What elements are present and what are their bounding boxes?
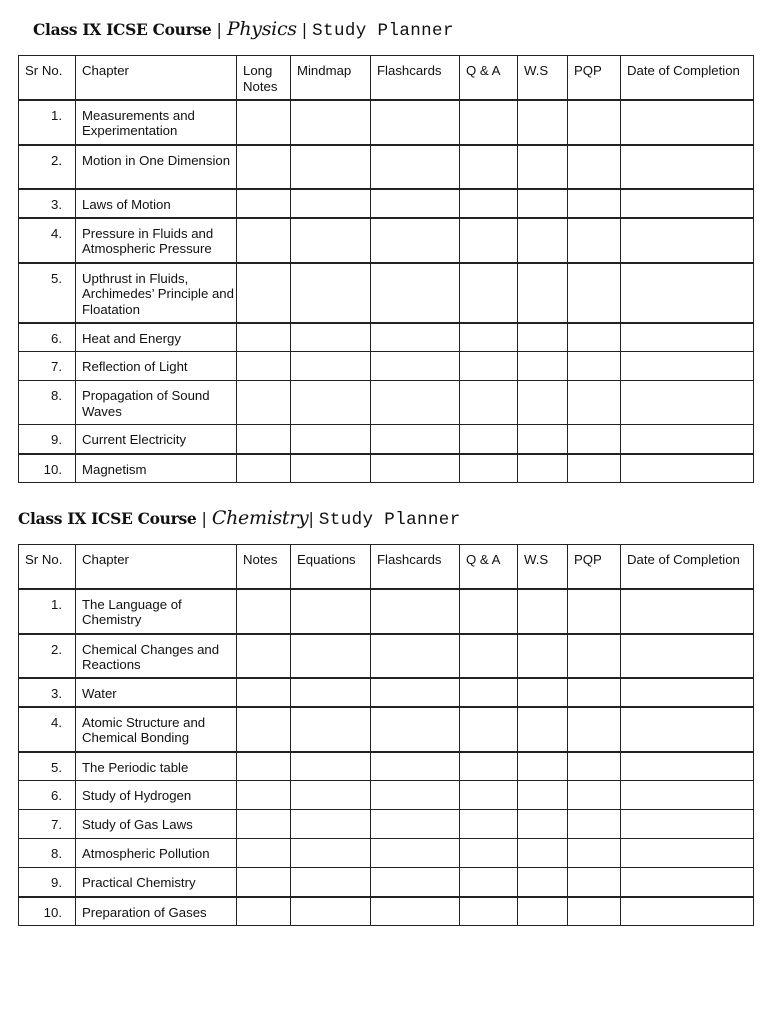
checkbox-cell [518,218,568,263]
serial-number-cell: 4. [19,218,76,263]
subject-title: Physics [226,18,297,40]
checkbox-cell [237,634,291,678]
checkbox-cell [291,263,371,323]
checkbox-cell [621,752,754,781]
checkbox-cell [371,839,460,868]
table-header-row [19,545,754,589]
checkbox-cell [460,323,518,352]
checkbox-cell [621,868,754,897]
column-header: Notes [237,545,291,589]
checkbox-cell [291,897,371,926]
checkbox-cell [518,707,568,752]
checkbox-cell [371,263,460,323]
serial-number-cell: 5. [19,752,76,781]
checkbox-cell [518,425,568,454]
checkbox-cell [568,381,621,425]
checkbox-cell [237,707,291,752]
chapter-cell: The Language of Chemistry [76,589,237,634]
checkbox-cell [568,707,621,752]
checkbox-cell [568,868,621,897]
checkbox-cell [518,352,568,381]
checkbox-cell [371,589,460,634]
checkbox-cell [371,352,460,381]
checkbox-cell [371,707,460,752]
checkbox-cell [237,454,291,483]
serial-number-cell: 9. [19,425,76,454]
checkbox-cell [518,454,568,483]
checkbox-cell [518,323,568,352]
checkbox-cell [237,897,291,926]
checkbox-cell [621,678,754,707]
table-row [19,897,754,926]
checkbox-cell [460,868,518,897]
checkbox-cell [518,634,568,678]
checkbox-cell [460,189,518,218]
checkbox-cell [460,589,518,634]
heading-separator: | [216,20,222,39]
checkbox-cell [621,381,754,425]
column-header: Q & A [460,56,518,100]
checkbox-cell [568,810,621,839]
checkbox-cell [518,145,568,189]
chapter-cell: The Periodic table [76,752,237,781]
checkbox-cell [621,707,754,752]
checkbox-cell [291,100,371,145]
checkbox-cell [460,897,518,926]
checkbox-cell [237,145,291,189]
checkbox-cell [568,454,621,483]
serial-number-cell: 10. [19,897,76,926]
table-row [19,868,754,897]
checkbox-cell [568,839,621,868]
checkbox-cell [291,752,371,781]
serial-number-cell: 6. [19,323,76,352]
serial-number-cell: 2. [19,634,76,678]
planner-title: Study Planner [318,510,461,530]
checkbox-cell [291,218,371,263]
checkbox-cell [621,897,754,926]
checkbox-cell [568,189,621,218]
checkbox-cell [291,707,371,752]
checkbox-cell [621,100,754,145]
checkbox-cell [518,589,568,634]
column-header: W.S [518,545,568,589]
checkbox-cell [460,634,518,678]
checkbox-cell [291,839,371,868]
serial-number-cell: 8. [19,381,76,425]
chapter-cell: Propagation of Sound Waves [76,381,237,425]
chapter-cell: Study of Hydrogen [76,781,237,810]
serial-number-cell: 4. [19,707,76,752]
chapter-cell: Magnetism [76,454,237,483]
chapter-cell: Atomic Structure and Chemical Bonding [76,707,237,752]
checkbox-cell [621,218,754,263]
table-row [19,189,754,218]
checkbox-cell [237,868,291,897]
checkbox-cell [237,218,291,263]
checkbox-cell [568,145,621,189]
checkbox-cell [371,868,460,897]
checkbox-cell [291,145,371,189]
checkbox-cell [568,634,621,678]
checkbox-cell [371,897,460,926]
column-header: Chapter [76,56,237,100]
checkbox-cell [568,218,621,263]
checkbox-cell [568,781,621,810]
checkbox-cell [371,781,460,810]
checkbox-cell [460,781,518,810]
checkbox-cell [621,145,754,189]
checkbox-cell [371,323,460,352]
checkbox-cell [460,218,518,263]
checkbox-cell [460,707,518,752]
chapter-cell: Chemical Changes and Reactions [76,634,237,678]
checkbox-cell [291,781,371,810]
serial-number-cell: 7. [19,352,76,381]
checkbox-cell [568,425,621,454]
table-row [19,707,754,752]
checkbox-cell [371,678,460,707]
checkbox-cell [621,781,754,810]
serial-number-cell: 2. [19,145,76,189]
table-header-row [19,56,754,100]
chapter-cell: Laws of Motion [76,189,237,218]
table-row [19,678,754,707]
column-header: Date of Completion [621,545,754,589]
checkbox-cell [371,381,460,425]
chapter-cell: Upthrust in Fluids, Archimedes’ Principle and Floatation [76,263,237,323]
checkbox-cell [460,454,518,483]
checkbox-cell [518,839,568,868]
column-header: PQP [568,56,621,100]
table-row [19,752,754,781]
checkbox-cell [237,839,291,868]
column-header: Equations [291,545,371,589]
table-row [19,454,754,483]
column-header: Sr No. [19,56,76,100]
checkbox-cell [460,352,518,381]
checkbox-cell [621,263,754,323]
checkbox-cell [237,589,291,634]
checkbox-cell [621,352,754,381]
serial-number-cell: 8. [19,839,76,868]
checkbox-cell [621,810,754,839]
checkbox-cell [371,454,460,483]
checkbox-cell [237,425,291,454]
chemistry-table-body [19,545,754,926]
checkbox-cell [291,868,371,897]
serial-number-cell: 3. [19,678,76,707]
checkbox-cell [291,323,371,352]
checkbox-cell [237,100,291,145]
checkbox-cell [568,897,621,926]
chapter-cell: Preparation of Gases [76,897,237,926]
column-header: Mindmap [291,56,371,100]
chapter-cell: Pressure in Fluids and Atmospheric Pressure [76,218,237,263]
checkbox-cell [237,189,291,218]
serial-number-cell: 3. [19,189,76,218]
serial-number-cell: 1. [19,589,76,634]
serial-number-cell: 7. [19,810,76,839]
checkbox-cell [460,810,518,839]
heading-separator: | [301,20,308,39]
table-row [19,839,754,868]
checkbox-cell [371,100,460,145]
planner-title: Study Planner [312,21,454,41]
serial-number-cell: 9. [19,868,76,897]
column-header: Sr No. [19,545,76,589]
column-header: PQP [568,545,621,589]
course-title: Class IX ICSE Course [33,20,212,39]
chapter-cell: Current Electricity [76,425,237,454]
table-row [19,352,754,381]
column-header: Flashcards [371,545,460,589]
checkbox-cell [291,381,371,425]
checkbox-cell [371,189,460,218]
checkbox-cell [568,263,621,323]
table-row [19,810,754,839]
checkbox-cell [518,189,568,218]
checkbox-cell [568,100,621,145]
table-row [19,589,754,634]
column-header: Date of Completion [621,56,754,100]
checkbox-cell [291,678,371,707]
checkbox-cell [291,589,371,634]
chapter-cell: Measurements and Experimentation [76,100,237,145]
checkbox-cell [371,145,460,189]
chapter-cell: Reflection of Light [76,352,237,381]
column-header: Chapter [76,545,237,589]
checkbox-cell [518,381,568,425]
checkbox-cell [291,189,371,218]
heading-separator: | [201,509,207,528]
table-row [19,381,754,425]
checkbox-cell [237,678,291,707]
checkbox-cell [237,810,291,839]
table-row [19,781,754,810]
table-row [19,100,754,145]
chapter-cell: Water [76,678,237,707]
checkbox-cell [291,634,371,678]
checkbox-cell [518,678,568,707]
checkbox-cell [568,752,621,781]
checkbox-cell [621,323,754,352]
subject-title: Chemistry [211,507,309,529]
chapter-cell: Practical Chemistry [76,868,237,897]
checkbox-cell [460,263,518,323]
chemistry-planner-table [18,544,754,926]
checkbox-cell [621,634,754,678]
checkbox-cell [291,425,371,454]
checkbox-cell [621,189,754,218]
table-row [19,634,754,678]
checkbox-cell [518,810,568,839]
physics-planner-table [18,55,754,483]
checkbox-cell [371,752,460,781]
checkbox-cell [237,323,291,352]
checkbox-cell [237,352,291,381]
column-header: W.S [518,56,568,100]
checkbox-cell [237,263,291,323]
chapter-cell: Heat and Energy [76,323,237,352]
checkbox-cell [518,868,568,897]
table-row [19,425,754,454]
checkbox-cell [291,352,371,381]
checkbox-cell [237,381,291,425]
checkbox-cell [460,425,518,454]
checkbox-cell [460,145,518,189]
chemistry-heading [18,507,461,530]
physics-table-body [19,56,754,483]
column-header: Long Notes [237,56,291,100]
checkbox-cell [518,897,568,926]
table-row [19,263,754,323]
checkbox-cell [460,381,518,425]
checkbox-cell [237,752,291,781]
heading-separator: | [308,509,314,528]
chapter-cell: Motion in One Dimension [76,145,237,189]
chapter-cell: Study of Gas Laws [76,810,237,839]
checkbox-cell [518,781,568,810]
checkbox-cell [291,454,371,483]
checkbox-cell [460,839,518,868]
checkbox-cell [568,352,621,381]
checkbox-cell [371,425,460,454]
checkbox-cell [621,589,754,634]
table-row [19,218,754,263]
serial-number-cell: 10. [19,454,76,483]
chapter-cell: Atmospheric Pollution [76,839,237,868]
checkbox-cell [621,425,754,454]
checkbox-cell [568,589,621,634]
checkbox-cell [621,454,754,483]
checkbox-cell [568,323,621,352]
checkbox-cell [568,678,621,707]
column-header: Q & A [460,545,518,589]
physics-heading [33,18,454,41]
checkbox-cell [237,781,291,810]
serial-number-cell: 5. [19,263,76,323]
table-row [19,323,754,352]
serial-number-cell: 6. [19,781,76,810]
checkbox-cell [291,810,371,839]
table-row [19,145,754,189]
checkbox-cell [621,839,754,868]
course-title: Class IX ICSE Course [18,509,197,528]
checkbox-cell [460,752,518,781]
checkbox-cell [460,678,518,707]
serial-number-cell: 1. [19,100,76,145]
column-header: Flashcards [371,56,460,100]
checkbox-cell [460,100,518,145]
checkbox-cell [371,810,460,839]
checkbox-cell [371,634,460,678]
checkbox-cell [518,263,568,323]
checkbox-cell [518,100,568,145]
checkbox-cell [371,218,460,263]
checkbox-cell [518,752,568,781]
